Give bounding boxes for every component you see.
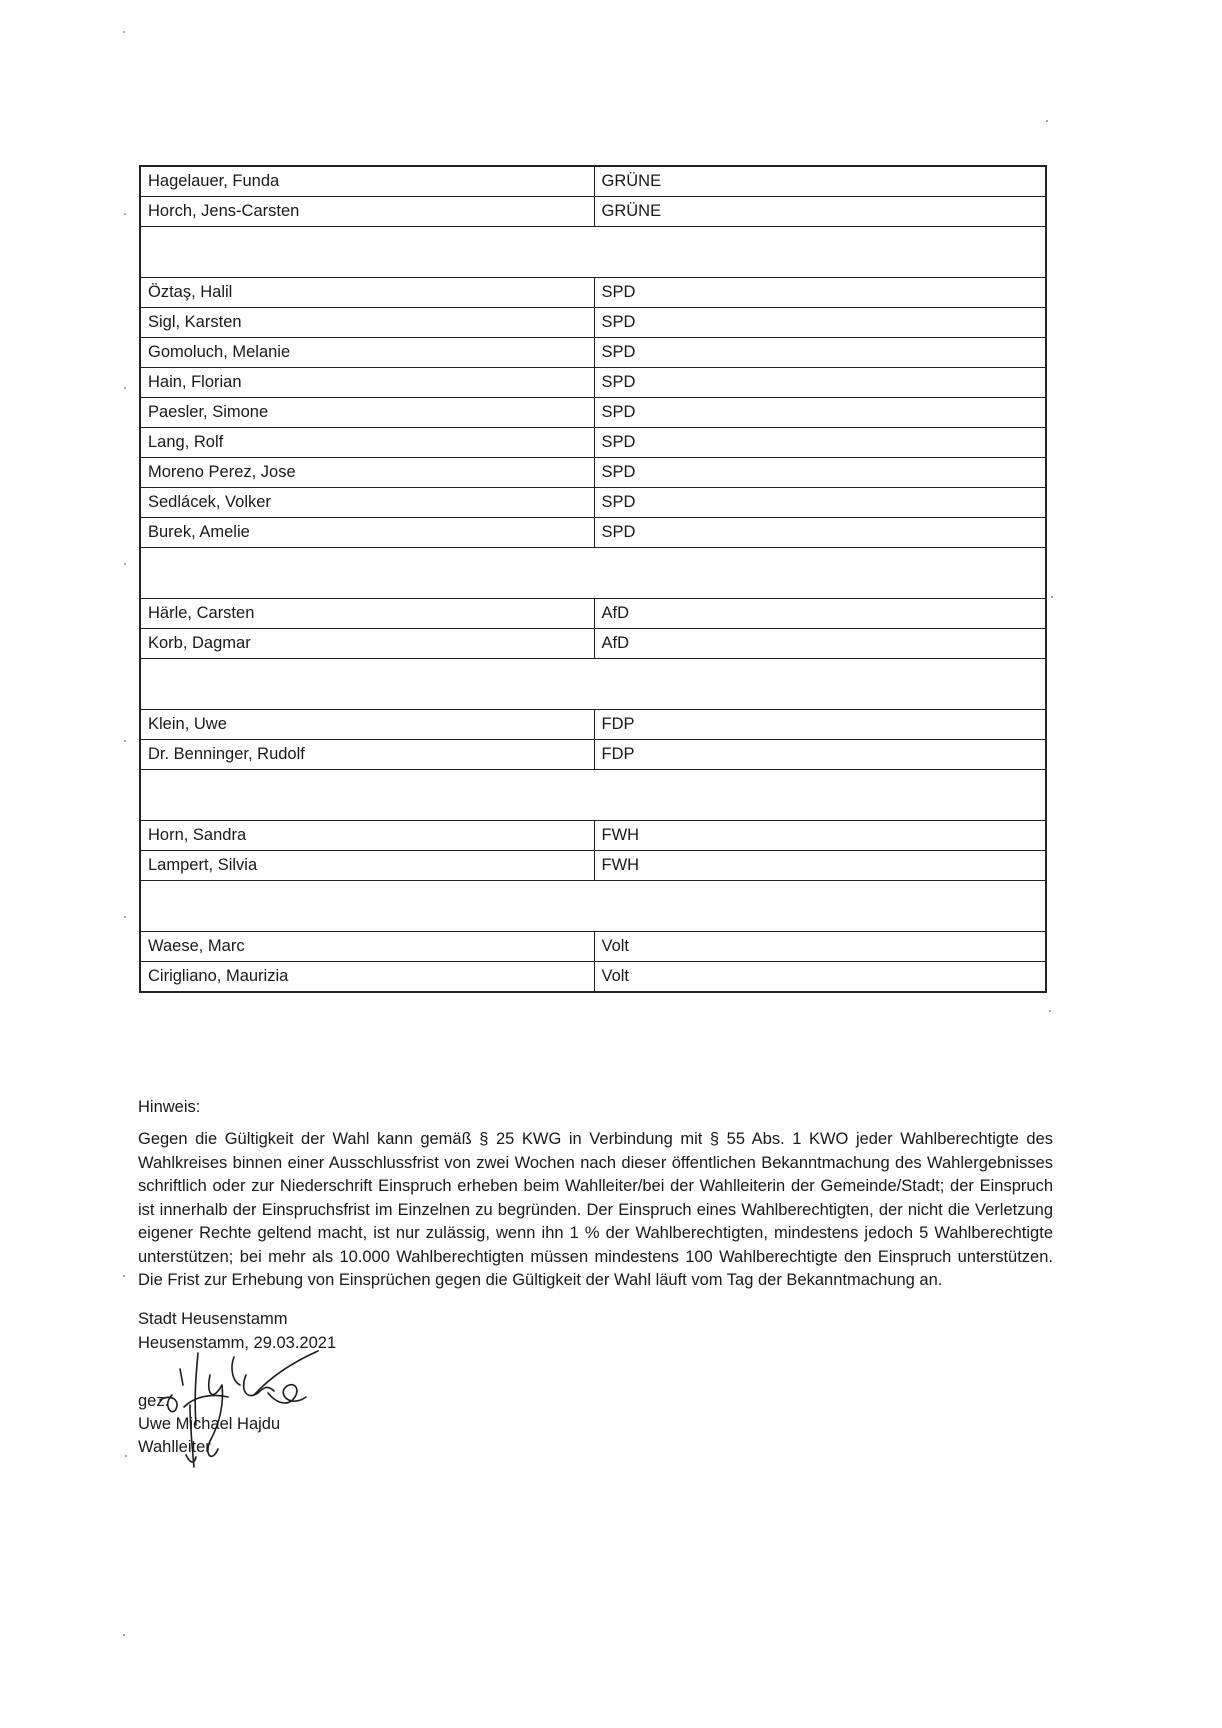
- candidate-name-cell: Öztaş, Halil: [140, 278, 594, 308]
- candidate-name-cell: Gomoluch, Melanie: [140, 338, 594, 368]
- party-cell: SPD: [594, 398, 1046, 428]
- note-heading: Hinweis:: [138, 1098, 201, 1116]
- party-cell: SPD: [594, 488, 1046, 518]
- candidate-name-cell: Dr. Benninger, Rudolf: [140, 740, 594, 770]
- candidate-name-cell: Paesler, Simone: [140, 398, 594, 428]
- table-row: [140, 710, 1046, 740]
- gez-label: gez.: [138, 1392, 170, 1410]
- party-cell: AfD: [594, 599, 1046, 629]
- candidate-name-cell: Cirigliano, Maurizia: [140, 962, 594, 993]
- handwritten-signature: [150, 1345, 320, 1470]
- table-row: [140, 166, 1046, 197]
- signatory-name: Uwe Michael Hajdu: [138, 1415, 281, 1433]
- party-cell: SPD: [594, 308, 1046, 338]
- table-row: [140, 740, 1046, 770]
- place-date-line: Heusenstamm, 29.03.2021: [138, 1334, 337, 1352]
- party-cell: FDP: [594, 740, 1046, 770]
- table-row: [140, 962, 1046, 993]
- city-line: Stadt Heusenstamm: [138, 1310, 288, 1328]
- table-row: [140, 428, 1046, 458]
- signatory-role: Wahlleiter: [138, 1438, 211, 1456]
- candidate-name-cell: Lang, Rolf: [140, 428, 594, 458]
- party-cell: SPD: [594, 518, 1046, 548]
- candidate-name-cell: Waese, Marc: [140, 932, 594, 962]
- table-row: [140, 629, 1046, 659]
- group-separator-row: [140, 659, 1046, 710]
- party-cell: Volt: [594, 932, 1046, 962]
- party-cell: FWH: [594, 821, 1046, 851]
- table-row: [140, 197, 1046, 227]
- election-results-table: [139, 165, 1047, 993]
- party-cell: AfD: [594, 629, 1046, 659]
- candidate-name-cell: Horch, Jens-Carsten: [140, 197, 594, 227]
- candidate-name-cell: Härle, Carsten: [140, 599, 594, 629]
- results-table-body: [140, 166, 1046, 992]
- group-separator-row: [140, 548, 1046, 599]
- party-cell: GRÜNE: [594, 166, 1046, 197]
- candidate-name-cell: Lampert, Silvia: [140, 851, 594, 881]
- candidate-name-cell: Korb, Dagmar: [140, 629, 594, 659]
- party-cell: SPD: [594, 338, 1046, 368]
- candidate-name-cell: Hain, Florian: [140, 368, 594, 398]
- candidate-name-cell: Horn, Sandra: [140, 821, 594, 851]
- table-row: [140, 821, 1046, 851]
- party-cell: FDP: [594, 710, 1046, 740]
- candidate-name-cell: Sedlácek, Volker: [140, 488, 594, 518]
- group-separator-row: [140, 227, 1046, 278]
- group-separator-cell: [140, 227, 1046, 278]
- party-cell: Volt: [594, 962, 1046, 993]
- table-row: [140, 308, 1046, 338]
- table-row: [140, 518, 1046, 548]
- table-row: [140, 851, 1046, 881]
- table-row: [140, 458, 1046, 488]
- table-row: [140, 932, 1046, 962]
- table-row: [140, 278, 1046, 308]
- party-cell: SPD: [594, 428, 1046, 458]
- table-row: [140, 488, 1046, 518]
- candidate-name-cell: Klein, Uwe: [140, 710, 594, 740]
- table-row: [140, 368, 1046, 398]
- candidate-name-cell: Sigl, Karsten: [140, 308, 594, 338]
- table-row: [140, 398, 1046, 428]
- group-separator-row: [140, 881, 1046, 932]
- party-cell: FWH: [594, 851, 1046, 881]
- note-body: Gegen die Gültigkeit der Wahl kann gemäß § 25 KWG in Verbindung mit § 55 Abs. 1 KWO jeder Wahlberechtigte des Wahlkreises binnen einer Ausschlussfrist von zwei Wochen nach dieser öffentlichen Bekanntmachung des Wahlergebnisses schriftlich oder zur Niederschrift Einspruch erheben beim Wahlleiter/bei der Wahlleiterin der Gemeinde/Stadt; der Einspruch ist innerhalb der Einspruchsfrist im Einzelnen zu begründen. Der Einspruch eines Wahlberechtigten, der nicht die Verletzung eigener Rechte geltend macht, ist nur zulässig, wenn ihn 1 % der Wahlberechtigten, mindestens jedoch 5 Wahlberechtigte unterstützen; bei mehr als 10.000 Wahlberechtigten müssen mindestens 100 Wahlberechtigte den Einspruch unterstützen. Die Frist zur Erhebung von Einsprüchen gegen die Gültigkeit der Wahl läuft vom Tag der Bekanntmachung an.: [138, 1130, 1053, 1289]
- group-separator-row: [140, 770, 1046, 821]
- group-separator-cell: [140, 548, 1046, 599]
- party-cell: SPD: [594, 368, 1046, 398]
- table-row: [140, 599, 1046, 629]
- party-cell: SPD: [594, 458, 1046, 488]
- candidate-name-cell: Moreno Perez, Jose: [140, 458, 594, 488]
- candidate-name-cell: Burek, Amelie: [140, 518, 594, 548]
- candidate-name-cell: Hagelauer, Funda: [140, 166, 594, 197]
- group-separator-cell: [140, 770, 1046, 821]
- group-separator-cell: [140, 881, 1046, 932]
- group-separator-cell: [140, 659, 1046, 710]
- party-cell: SPD: [594, 278, 1046, 308]
- party-cell: GRÜNE: [594, 197, 1046, 227]
- table-row: [140, 338, 1046, 368]
